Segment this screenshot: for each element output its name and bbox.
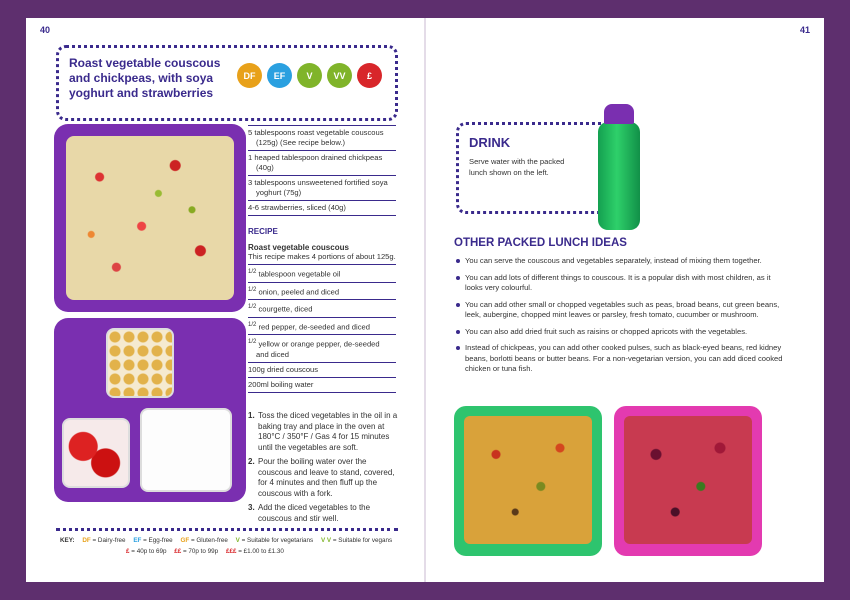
recipe-title: Roast vegetable couscous and chickpeas, with soya yoghurt and strawberries xyxy=(69,56,221,100)
page-number-right: 41 xyxy=(799,25,810,35)
recipe-title-box xyxy=(56,45,398,121)
strawberries-pot xyxy=(62,418,130,488)
step-number: 1. xyxy=(248,411,255,420)
idea-item: You can add other small or chopped vegetables such as peas, broad beans, cut green beans, leek, aubergine, chopped mint leaves or parsley, fresh tomato, cucumber or mushroom. xyxy=(456,300,786,321)
key-row-diet xyxy=(60,537,400,544)
key-ef-text: = Egg-free xyxy=(143,537,173,544)
badge-price: £ xyxy=(357,63,382,88)
key-divider xyxy=(56,528,398,531)
sub-ingredient-text: 200ml boiling water xyxy=(248,379,314,389)
other-ideas-title: OTHER PACKED LUNCH IDEAS xyxy=(454,237,627,249)
key-ef: EF xyxy=(133,537,142,544)
ingredients-list xyxy=(248,125,396,393)
ingredient-text: 5 tablespoons roast vegetable couscous xyxy=(248,128,384,137)
step-text: Toss the diced vegetables in the oil in a baking tray and place in the oven at 180°C / 350°F / Gas 4 for 15 minutes until the vegetables are soft. xyxy=(258,411,398,452)
ingredient-row xyxy=(248,201,396,216)
green-lunchbox-photo xyxy=(454,406,602,556)
key-vv-text: = Suitable for vegans xyxy=(332,537,393,544)
ingredient-text: 3 tablespoons unsweetened fortified soya xyxy=(248,178,388,187)
step-number: 3. xyxy=(248,503,255,512)
key-gf: GF xyxy=(180,537,190,544)
sub-ingredient-text: courgette, diced xyxy=(258,304,313,314)
key-label: KEY: xyxy=(60,537,75,544)
sub-ingredient-row xyxy=(248,335,396,363)
method-steps xyxy=(248,411,398,528)
fraction: 1/2 xyxy=(248,286,257,293)
sub-ingredient-row xyxy=(248,264,396,283)
sub-ingredient-text: yellow or orange pepper, de-seeded xyxy=(258,339,380,349)
key-price-3-text: = £1.00 to £1.30 xyxy=(238,548,284,555)
ingredient-text: 1 heaped tablespoon drained chickpeas xyxy=(248,153,383,162)
sub-ingredient-row xyxy=(248,283,396,301)
badge-egg-free: EF xyxy=(267,63,292,88)
key-price-1: £ xyxy=(126,548,130,555)
sub-ingredient-row xyxy=(248,300,396,318)
drink-text: Serve water with the packed lunch shown on the left. xyxy=(469,157,565,177)
key-gf-text: = Gluten-free xyxy=(190,537,228,544)
key-row-price xyxy=(126,548,424,555)
ideas-list xyxy=(456,256,786,381)
badge-vegan: VV xyxy=(327,63,352,88)
sub-ingredient-text: 100g dried couscous xyxy=(248,364,319,374)
ingredient-row xyxy=(248,151,396,176)
lunchbox-top-compartment xyxy=(54,124,246,312)
sub-ingredient-text: red pepper, de-seeded and diced xyxy=(258,322,370,332)
method-step xyxy=(248,457,398,499)
sub-recipe-note: This recipe makes 4 portions of about 125g. xyxy=(248,252,396,261)
fraction: 1/2 xyxy=(248,304,257,311)
idea-item: You can add lots of different things to couscous. It is a popular dish with most children, as it looks very colourful. xyxy=(456,273,786,294)
ingredient-row xyxy=(248,125,396,151)
method-step xyxy=(248,411,398,453)
key-price-2-text: = 70p to 99p xyxy=(182,548,219,555)
lunchbox-bottom-compartment xyxy=(54,318,246,502)
diet-badges xyxy=(237,63,382,88)
sub-ingredient-row xyxy=(248,363,396,378)
pink-lunchbox-photo xyxy=(614,406,762,556)
left-page xyxy=(26,18,424,582)
key-price-2: ££ xyxy=(174,548,182,555)
pink-box-food xyxy=(624,416,752,544)
fraction: 1/2 xyxy=(248,339,257,346)
sub-ingredient-row xyxy=(248,318,396,336)
page-number-left: 40 xyxy=(40,25,51,35)
ingredient-text: 4-6 strawberries, sliced (40g) xyxy=(248,203,346,212)
water-bottle-photo xyxy=(594,104,644,232)
step-text: Add the diced vegetables to the couscous and stir well. xyxy=(258,503,371,523)
ingredient-text-cont: (40g) xyxy=(256,163,274,172)
step-number: 2. xyxy=(248,457,255,466)
sub-recipe-title: Roast vegetable couscous xyxy=(248,243,349,252)
ingredient-text-cont: (125g) (See recipe below.) xyxy=(256,138,346,147)
idea-item: Instead of chickpeas, you can add other cooked pulses, such as black-eyed beans, red kidney beans, borlotti beans or butter beans. For a non-vegetarian version, you can add diced cooked chicken or tuna fish. xyxy=(456,343,786,375)
key-price-3: £££ xyxy=(225,548,237,555)
sub-ingredient-text: tablespoon vegetable oil xyxy=(258,269,341,279)
idea-item: You can serve the couscous and vegetables separately, instead of mixing them together. xyxy=(456,256,786,267)
key-price-1-text: = 40p to 69p xyxy=(131,548,167,555)
idea-item: You can also add dried fruit such as raisins or chopped apricots with the vegetables. xyxy=(456,327,786,338)
lunchbox-photo xyxy=(54,122,246,522)
key-vv: V V xyxy=(320,537,332,544)
ingredient-text-cont: yoghurt (75g) xyxy=(256,188,302,197)
drink-title: DRINK xyxy=(469,135,511,150)
recipe-label: RECIPE xyxy=(248,227,278,236)
sub-ingredient-text-cont: and diced xyxy=(256,349,289,359)
fraction: 1/2 xyxy=(248,321,257,328)
key-v: V xyxy=(235,537,240,544)
chickpeas-pot xyxy=(106,328,174,398)
badge-vegetarian: V xyxy=(297,63,322,88)
fraction: 1/2 xyxy=(248,269,257,275)
step-text: Pour the boiling water over the couscous and leave to stand, covered, for 4 minutes and then fluff up the couscous with a fork. xyxy=(258,457,395,498)
sub-ingredient-row xyxy=(248,378,396,393)
key-df: DF xyxy=(82,537,91,544)
right-page xyxy=(426,18,824,582)
sub-ingredient-text: onion, peeled and diced xyxy=(258,287,340,297)
green-box-food xyxy=(464,416,592,544)
bottle-cap xyxy=(604,104,634,124)
key-df-text: = Dairy-free xyxy=(92,537,126,544)
yoghurt-pot xyxy=(140,408,232,492)
bottle-body xyxy=(598,122,640,230)
method-step xyxy=(248,503,398,524)
ingredient-row xyxy=(248,176,396,201)
key-v-text: = Suitable for vegetarians xyxy=(241,537,314,544)
badge-dairy-free: DF xyxy=(237,63,262,88)
couscous-food xyxy=(66,136,234,300)
